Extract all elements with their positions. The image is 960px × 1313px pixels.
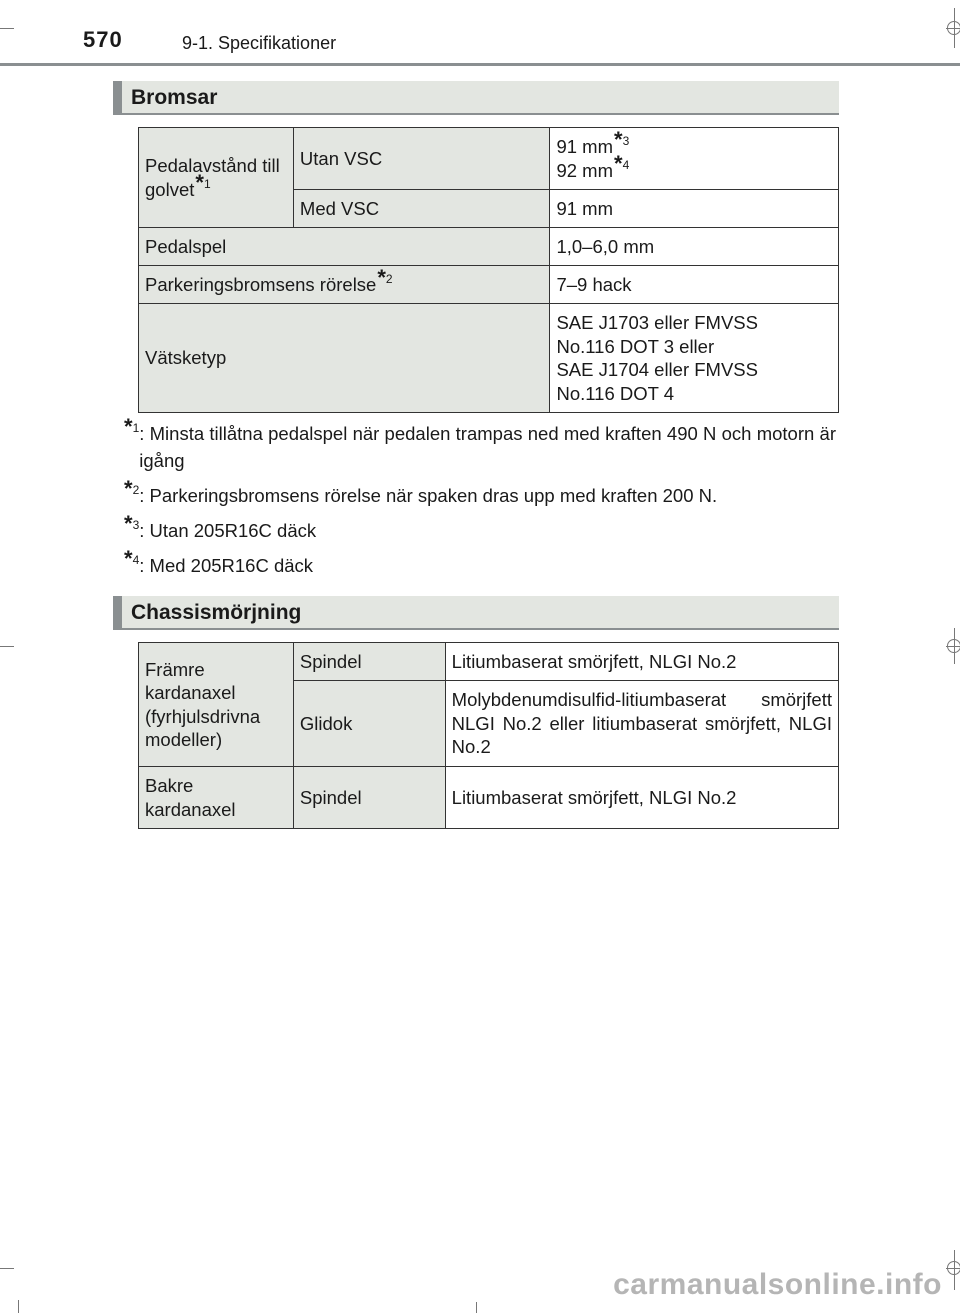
page-number: 570 (83, 27, 123, 52)
chassis-table (138, 642, 839, 829)
without-vsc-label: Utan VSC (293, 128, 550, 190)
header-rule (0, 63, 960, 66)
footnote-text: : Minsta tillåtna pedalspel när pedalen trampas ned med kraften 490 N och motorn är igång (139, 423, 836, 471)
fluid-type-value-cell (550, 304, 839, 413)
without-vsc-value-1: 91 mm (556, 136, 613, 157)
with-vsc-value: 91 mm (550, 190, 839, 228)
crop-mark (476, 1302, 477, 1313)
section-bar-brakes (113, 81, 839, 115)
fluid-type-value-1: SAE J1703 eller FMVSS (556, 312, 758, 333)
crop-mark (0, 646, 14, 647)
parking-brake-value: 7–9 hack (550, 266, 839, 304)
watermark: carmanualsonline.info (613, 1268, 942, 1301)
chapter-title: 9-1. Specifikationer (182, 33, 337, 53)
brakes-table (138, 127, 839, 413)
footnotes (124, 414, 836, 587)
front-spider-label: Spindel (293, 643, 445, 681)
section-title-brakes: Bromsar (131, 86, 218, 109)
rear-spider-label: Spindel (293, 767, 445, 829)
front-spider-value: Litiumbaserat smörjfett, NLGI No.2 (445, 643, 838, 681)
table-row (139, 266, 839, 304)
footnote-ref: 2 (132, 483, 140, 497)
table-row (139, 643, 839, 681)
footnote-marker (124, 511, 140, 544)
crop-mark (0, 1268, 14, 1269)
pedal-play-label: Pedalspel (139, 228, 550, 266)
footnote-text: : Parkeringsbromsens rörelse när spaken dras upp med kraften 200 N. (139, 485, 718, 506)
footnote-ref: 3 (622, 134, 630, 148)
pedal-clearance-cell (139, 128, 294, 228)
asterisk-icon: * (124, 476, 133, 501)
asterisk-icon: * (377, 264, 386, 290)
section-title-chassis: Chassismörjning (131, 601, 302, 624)
registration-mark (947, 1261, 960, 1275)
front-slide-value: Molybdenumdisulfid-litiumbaserat smörjfett NLGI No.2 eller litiumbaserat smörjfett, NLGI No.2 (445, 681, 838, 767)
fluid-type-value-3: SAE J1704 eller FMVSS (556, 359, 758, 380)
without-vsc-value-2: 92 mm (556, 159, 613, 181)
pedal-play-value: 1,0–6,0 mm (550, 228, 839, 266)
crop-mark (0, 28, 14, 29)
footnote (124, 414, 836, 474)
asterisk-icon: * (124, 546, 133, 571)
footnote-ref: 2 (385, 271, 393, 286)
footnote-marker (124, 476, 140, 509)
asterisk-icon: * (195, 169, 204, 195)
footnote-ref: 4 (132, 553, 140, 567)
footnote-ref: 1 (132, 421, 140, 435)
parking-brake-label: Parkeringsbromsens rörelse (145, 273, 377, 295)
table-row (139, 304, 839, 413)
footnote (124, 511, 836, 544)
footnote-marker (124, 414, 140, 474)
pedal-clearance-label: Pedalavstånd till golvet (145, 155, 280, 200)
rear-spider-value: Litiumbaserat smörjfett, NLGI No.2 (445, 767, 838, 829)
footnote-ref: 1 (203, 176, 211, 191)
footnote-text: : Med 205R16C däck (139, 555, 314, 576)
footnote (124, 546, 836, 579)
front-slide-label: Glidok (293, 681, 445, 767)
table-row (139, 128, 839, 190)
crop-mark (18, 1300, 19, 1313)
registration-mark (947, 21, 960, 35)
registration-mark (947, 639, 960, 653)
with-vsc-label: Med VSC (293, 190, 550, 228)
table-row (139, 767, 839, 829)
footnote-ref: 4 (622, 157, 630, 172)
footnote-ref: 3 (132, 518, 140, 532)
rear-shaft-label: Bakre kardanaxel (139, 767, 294, 829)
asterisk-icon: * (124, 511, 133, 536)
table-row (139, 228, 839, 266)
footnote-marker (124, 546, 140, 579)
footnote-text: : Utan 205R16C däck (139, 520, 317, 541)
fluid-type-label: Vätsketyp (139, 304, 550, 413)
asterisk-icon: * (614, 150, 623, 176)
asterisk-icon: * (614, 127, 623, 152)
asterisk-icon: * (124, 414, 133, 439)
footnote (124, 476, 836, 509)
fluid-type-value-4: No.116 DOT 4 (556, 382, 675, 404)
front-shaft-label: Främre kardanaxel (fyrhjulsdrivna modeller) (139, 643, 294, 767)
without-vsc-value-cell (550, 128, 839, 190)
section-bar-chassis (113, 596, 839, 630)
parking-brake-cell (139, 266, 550, 304)
fluid-type-value-2: No.116 DOT 3 eller (556, 335, 715, 357)
